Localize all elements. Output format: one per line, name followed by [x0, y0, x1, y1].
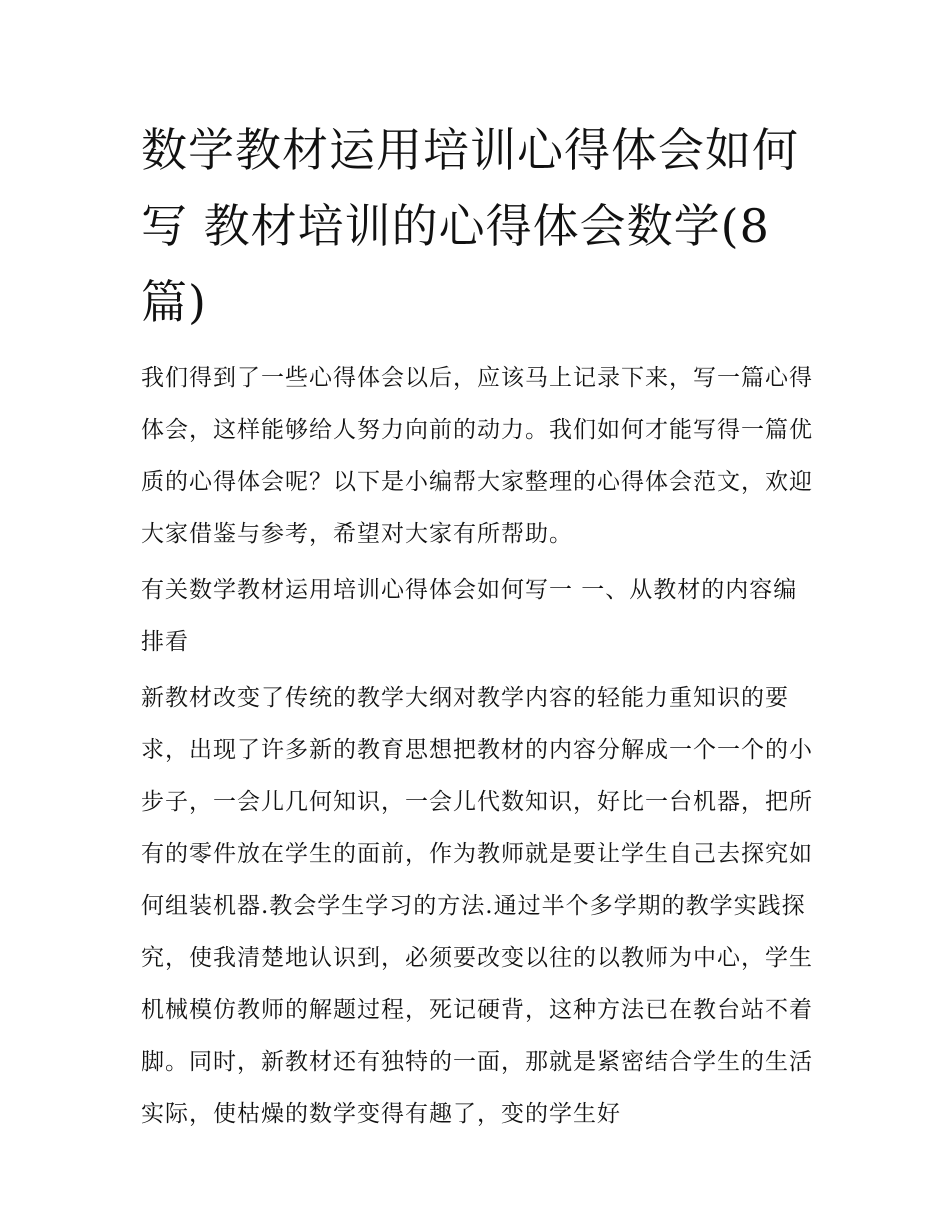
body-paragraph: 新教材改变了传统的教学大纲对教学内容的轻能力重知识的要求，出现了许多新的教育思想把教材的内容分解成一个一个的小步子，一会儿几何知识，一会儿代数知识，好比一台机器，把所有的零件放在学生的面前，作为教师就是要让学生自己去探究如何组装机器.教会学生学习的方法.通过半个多学期的教学实践探究，使我清楚地认识到，必须要改变以往的以教师为中心，学生机械模仿教师的解题过程，死记硬背，这种方法已在教台站不着脚。同时，新教材还有独特的一面，那就是紧密结合学生的生活实际，使枯燥的数学变得有趣了，变的学生好	[141, 685, 813, 1127]
document-page	[141, 112, 813, 1144]
document-title: 数学教材运用培训心得体会如何写 教材培训的心得体会数学(8篇)	[141, 123, 799, 329]
section-heading-paragraph: 有关数学教材运用培训心得体会如何写一 一、从教材的内容编排看	[141, 577, 798, 655]
intro-paragraph: 我们得到了一些心得体会以后，应该马上记录下来，写一篇心得体会，这样能够给人努力向前的动力。我们如何才能写得一篇优质的心得体会呢？以下是小编帮大家整理的心得体会范文，欢迎大家借鉴与参考，希望对大家有所帮助。	[141, 365, 813, 547]
document-body	[141, 352, 813, 1140]
